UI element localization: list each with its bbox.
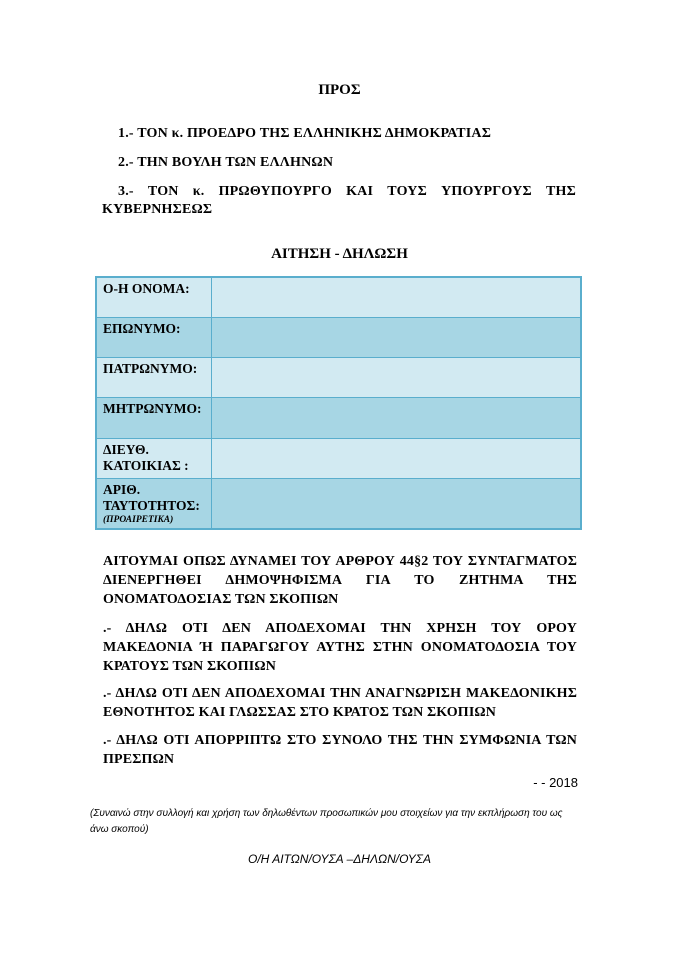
recipient-word: κ.	[192, 184, 205, 199]
recipient-word: ΤΗΣ	[545, 184, 576, 199]
date-line: - - 2018	[533, 775, 578, 790]
form-label: ΠΑΤΡΩΝΥΜΟ:	[96, 358, 212, 398]
form-row-address	[96, 439, 581, 479]
form-label: Ο-Η ΟΝΟΜΑ:	[96, 277, 212, 318]
recipient-word: ΥΠΟΥΡΓΟΥΣ	[441, 184, 532, 199]
declaration-paragraph: .- ΔΗΛΩ ΟΤΙ ΔΕΝ ΑΠΟΔΕΧΟΜΑΙ ΤΗΝ ΑΝΑΓΝΩΡΙΣΗ ΜΑΚΕΔΟΝΙΚΗΣ ΕΘΝΟΤΗΤΟΣ ΚΑΙ ΓΛΩΣΣΑΣ ΣΤΟ ΚΡΑΤΟΣ ΤΩΝ ΣΚΟΠΙΩΝ	[103, 686, 577, 720]
recipient-president: 1.- ΤΟΝ κ. ΠΡΟΕΔΡΟ ΤΗΣ ΕΛΛΗΝΙΚΗΣ ΔΗΜΟΚΡΑΤΙΑΣ	[118, 126, 492, 141]
address-field[interactable]	[212, 439, 582, 479]
form-label: ΔΙΕΥΘ. ΚΑΤΟΙΚΙΑΣ :	[96, 439, 212, 479]
document-title: ΑΙΤΗΣΗ - ΔΗΛΩΣΗ	[271, 246, 408, 262]
form-label-id	[96, 479, 212, 530]
mother-name-field[interactable]	[212, 398, 582, 439]
form-row-surname	[96, 318, 581, 358]
recipient-government-line1	[102, 183, 576, 201]
name-field[interactable]	[212, 277, 582, 318]
recipient-word: ΚΑΙ	[346, 184, 374, 199]
form-row-father-name	[96, 358, 581, 398]
form-label: ΜΗΤΡΩΝΥΜΟ:	[96, 398, 212, 439]
form-row-mother-name	[96, 398, 581, 439]
recipient-government-line2: ΚΥΒΕΡΝΗΣΕΩΣ	[102, 202, 213, 217]
recipient-word: ΤΟΥΣ	[387, 184, 427, 199]
declaration-paragraph: .- ΔΗΛΩ ΟΤΙ ΔΕΝ ΑΠΟΔΕΧΟΜΑΙ ΤΗΝ ΧΡΗΣΗ ΤΟΥ ΟΡΟΥ ΜΑΚΕΔΟΝΙΑ Ή ΠΑΡΑΓΩΓΟΥ ΑΥΤΗΣ ΣΤΗΝ ΟΝΟΜΑΤΟΔΟΣΙΑ ΤΟΥ ΚΡΑΤΟΥΣ ΤΩΝ ΣΚΟΠΙΩΝ	[103, 621, 577, 674]
personal-details-form	[95, 276, 582, 530]
recipient-word: 3.-	[118, 184, 134, 199]
request-paragraph: ΑΙΤΟΥΜΑΙ ΟΠΩΣ ΔΥΝΑΜΕΙ ΤΟΥ ΑΡΘΡΟΥ 44§2 ΤΟΥ ΣΥΝΤΑΓΜΑΤΟΣ ΔΙΕΝΕΡΓΗΘΕΙ ΔΗΜΟΨΗΦΙΣΜΑ ΓΙΑ ΤΟ ΖΗΤΗΜΑ ΤΗΣ ΟΝΟΜΑΤΟΔΟΣΙΑΣ ΤΩΝ ΣΚΟΠΙΩΝ	[103, 554, 577, 607]
form-label: ΑΡΙΘ. ΤΑΥΤΟΤΗΤΟΣ:	[103, 482, 200, 513]
document-heading: ΠΡΟΣ	[318, 82, 361, 98]
father-name-field[interactable]	[212, 358, 582, 398]
id-number-field[interactable]	[212, 479, 582, 530]
form-row-name	[96, 277, 581, 318]
consent-note: (Συναινώ στην συλλογή και χρήση των δηλωθέντων προσωπικών μου στοιχείων για την εκπλήρωση του ως άνω σκοπού)	[90, 808, 563, 835]
recipient-word: ΤΟΝ	[147, 184, 179, 199]
surname-field[interactable]	[212, 318, 582, 358]
recipient-word: ΠΡΩΘΥΠΟΥΡΓΟ	[218, 184, 332, 199]
optional-note: (ΠΡΟΑΙΡΕΤΙΚΑ)	[103, 515, 174, 525]
form-label: ΕΠΩΝΥΜΟ:	[96, 318, 212, 358]
recipient-government	[102, 183, 576, 219]
signature-line: Ο/Η ΑΙΤΩΝ/ΟΥΣΑ –ΔΗΛΩΝ/ΟΥΣΑ	[248, 852, 431, 866]
declaration-paragraph: .- ΔΗΛΩ ΟΤΙ ΑΠΟΡΡΙΠΤΩ ΣΤΟ ΣΥΝΟΛΟ ΤΗΣ ΤΗΝ ΣΥΜΦΩΝΙΑ ΤΩΝ ΠΡΕΣΠΩΝ	[103, 733, 577, 767]
recipient-parliament: 2.- ΤΗΝ ΒΟΥΛΗ ΤΩΝ ΕΛΛΗΝΩΝ	[118, 155, 334, 170]
form-row-id-number	[96, 479, 581, 530]
